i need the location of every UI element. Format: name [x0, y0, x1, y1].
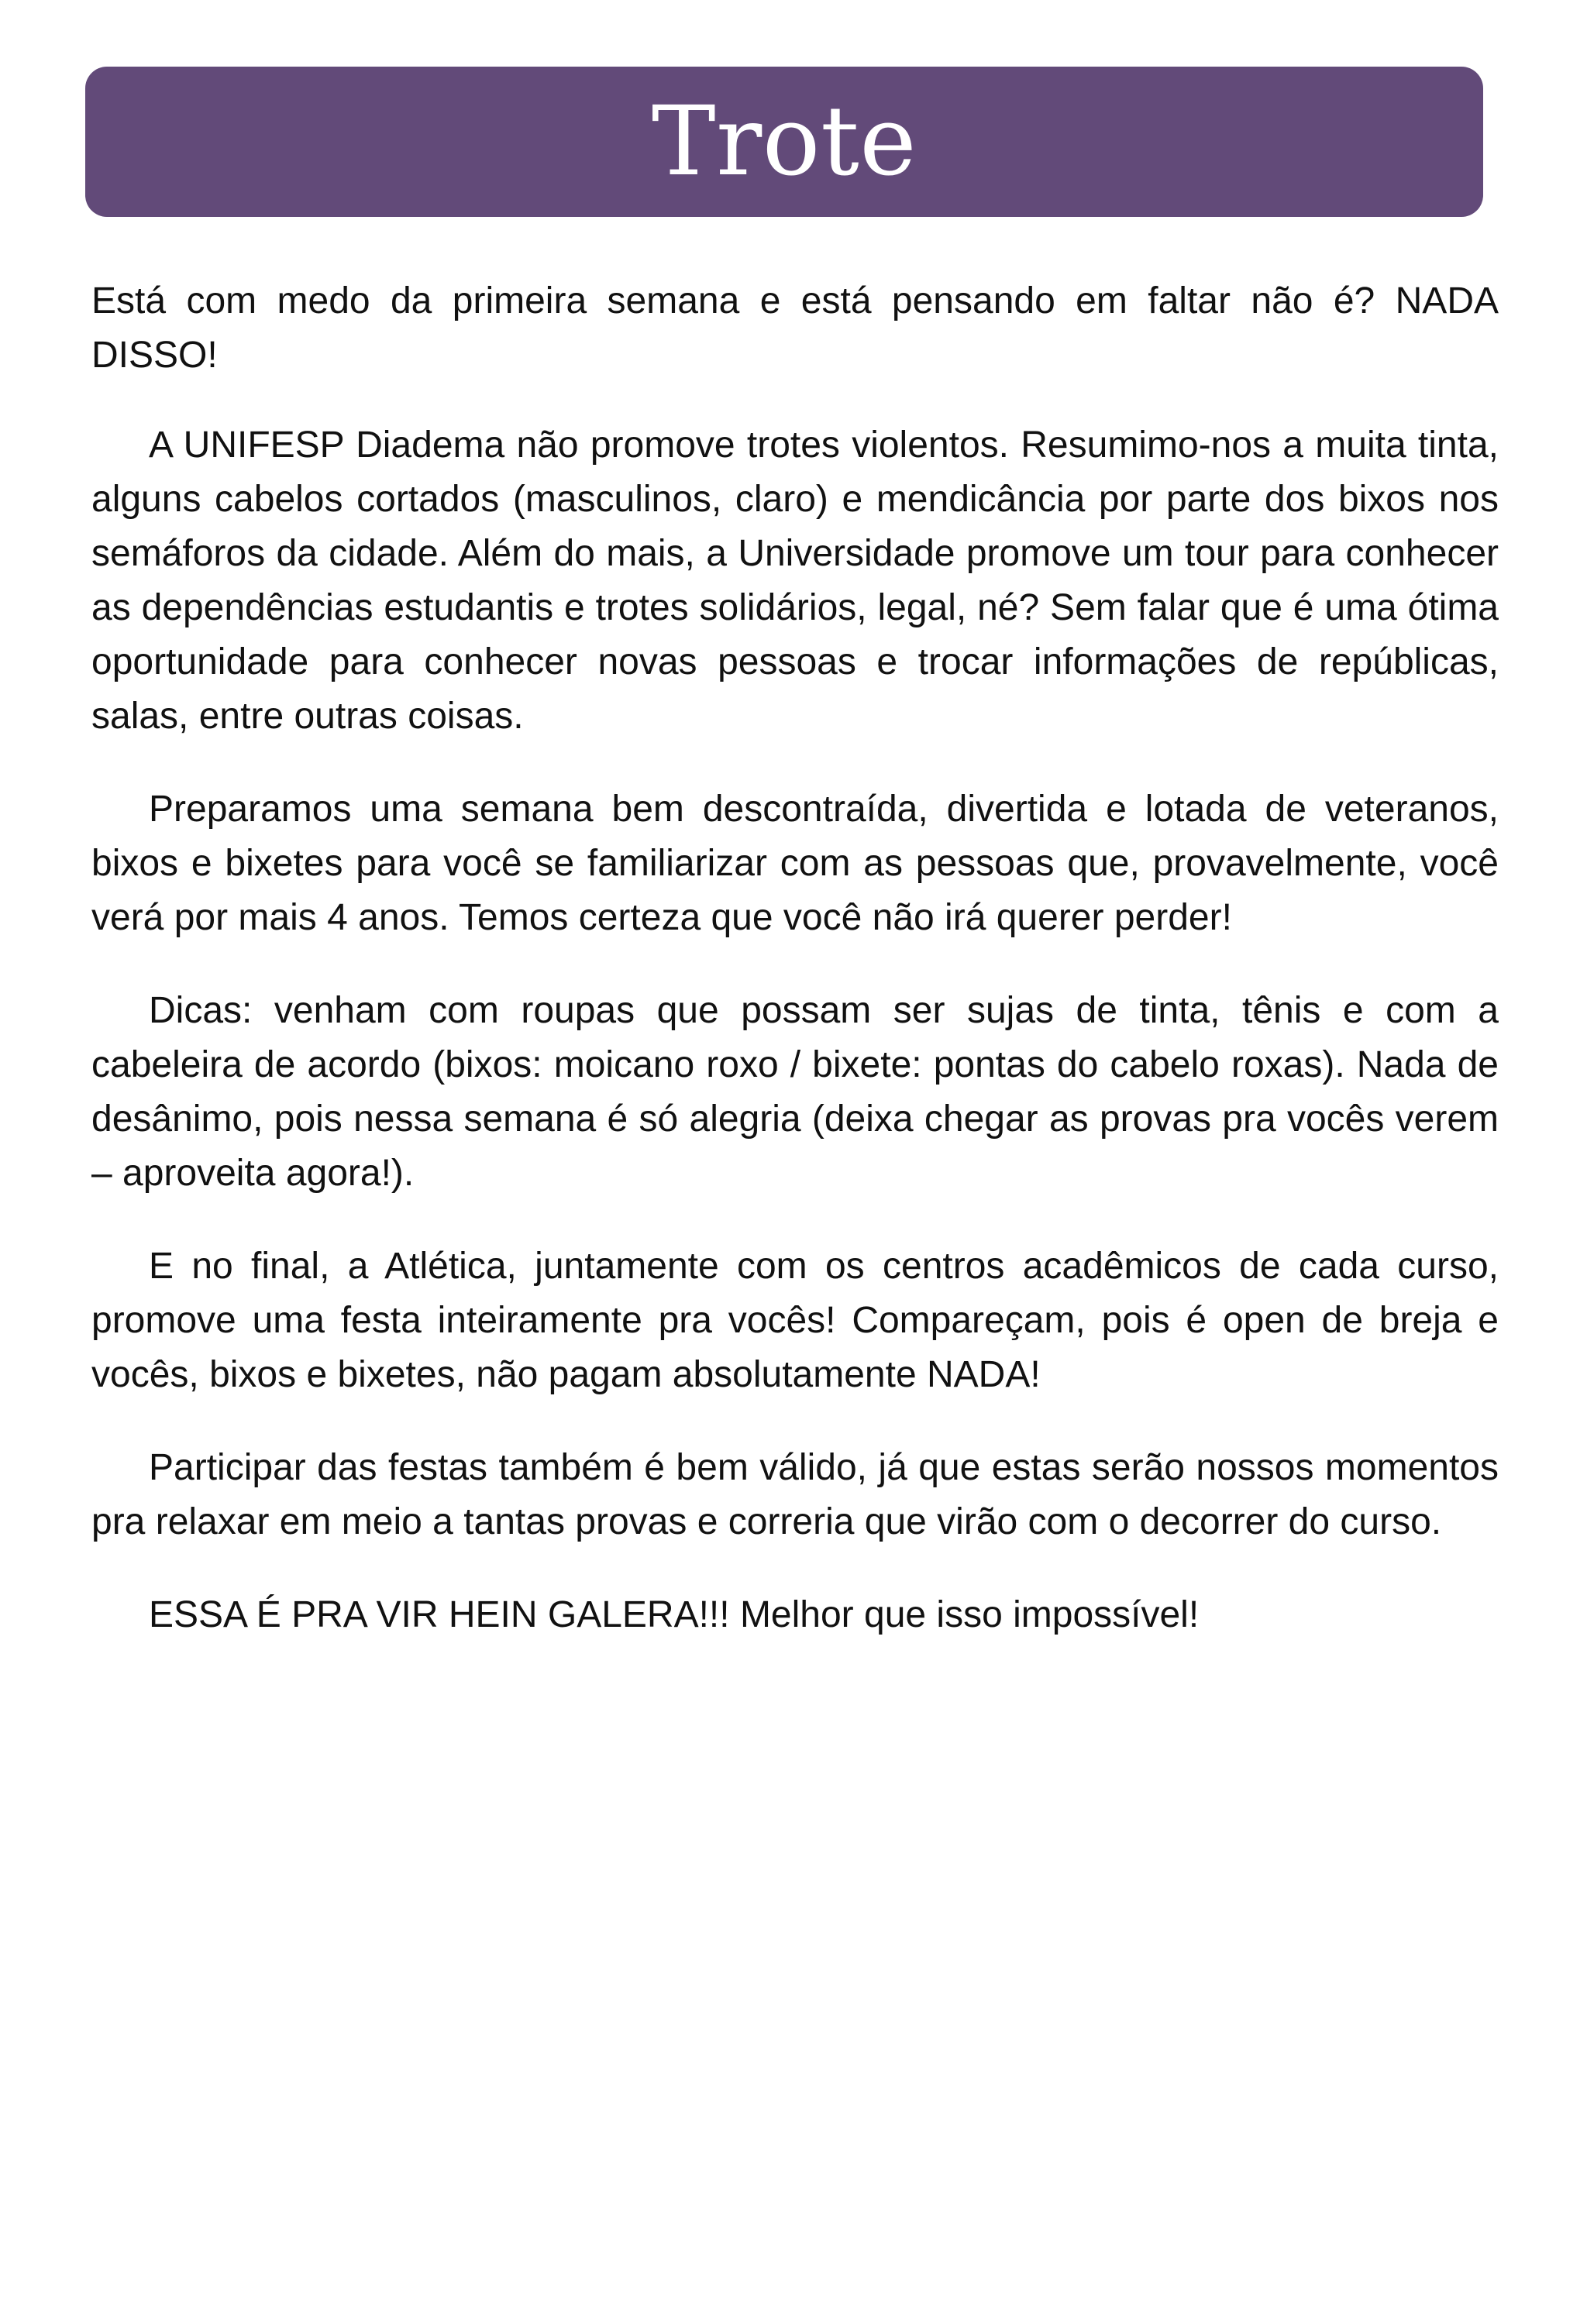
paragraph-intro: Está com medo da primeira semana e está pensando em faltar não é? NADA DISSO! [91, 280, 1499, 376]
page-title: Trote [651, 86, 917, 198]
paragraph-participar: Participar das festas também é bem válido, já que estas serão nossos momentos pra relaxar em meio a tantas provas e correria que virão com o decorrer do curso. [91, 1447, 1499, 1542]
paragraph-semana: Preparamos uma semana bem descontraída, divertida e lotada de veteranos, bixos e bixetes para você se familiarizar com as pessoas que, provavelmente, você verá por mais 4 anos. Temos certeza que você não irá querer perder! [91, 789, 1499, 938]
document-body [91, 274, 1499, 1681]
paragraph-unifesp: A UNIFESP Diadema não promove trotes violentos. Resumimo-nos a muita tinta, alguns cabelos cortados (masculinos, claro) e mendicância por parte dos bixos nos semáforos da cidade. Além do mais, a Universidade promove um tour para conhecer as dependências estudantis e trotes solidários, legal, né? Sem falar que é uma ótima oportunidade para conhecer novas pessoas e trocar informações de repúblicas, salas, entre outras coisas. [91, 425, 1499, 737]
paragraph-dicas: Dicas: venham com roupas que possam ser sujas de tinta, tênis e com a cabeleira de acordo (bixos: moicano roxo / bixete: pontas do cabelo roxas). Nada de desânimo, pois nessa semana é só alegria (deixa chegar as provas pra vocês verem – aproveita agora!). [91, 990, 1499, 1194]
title-banner [85, 67, 1483, 217]
paragraph-closing: ESSA É PRA VIR HEIN GALERA!!! Melhor que isso impossível! [149, 1594, 1200, 1635]
paragraph-festa: E no final, a Atlética, juntamente com os centros acadêmicos de cada curso, promove uma festa inteiramente pra vocês! Compareçam, pois é open de breja e vocês, bixos e bixetes, não pagam absolutamente NADA! [91, 1246, 1499, 1395]
